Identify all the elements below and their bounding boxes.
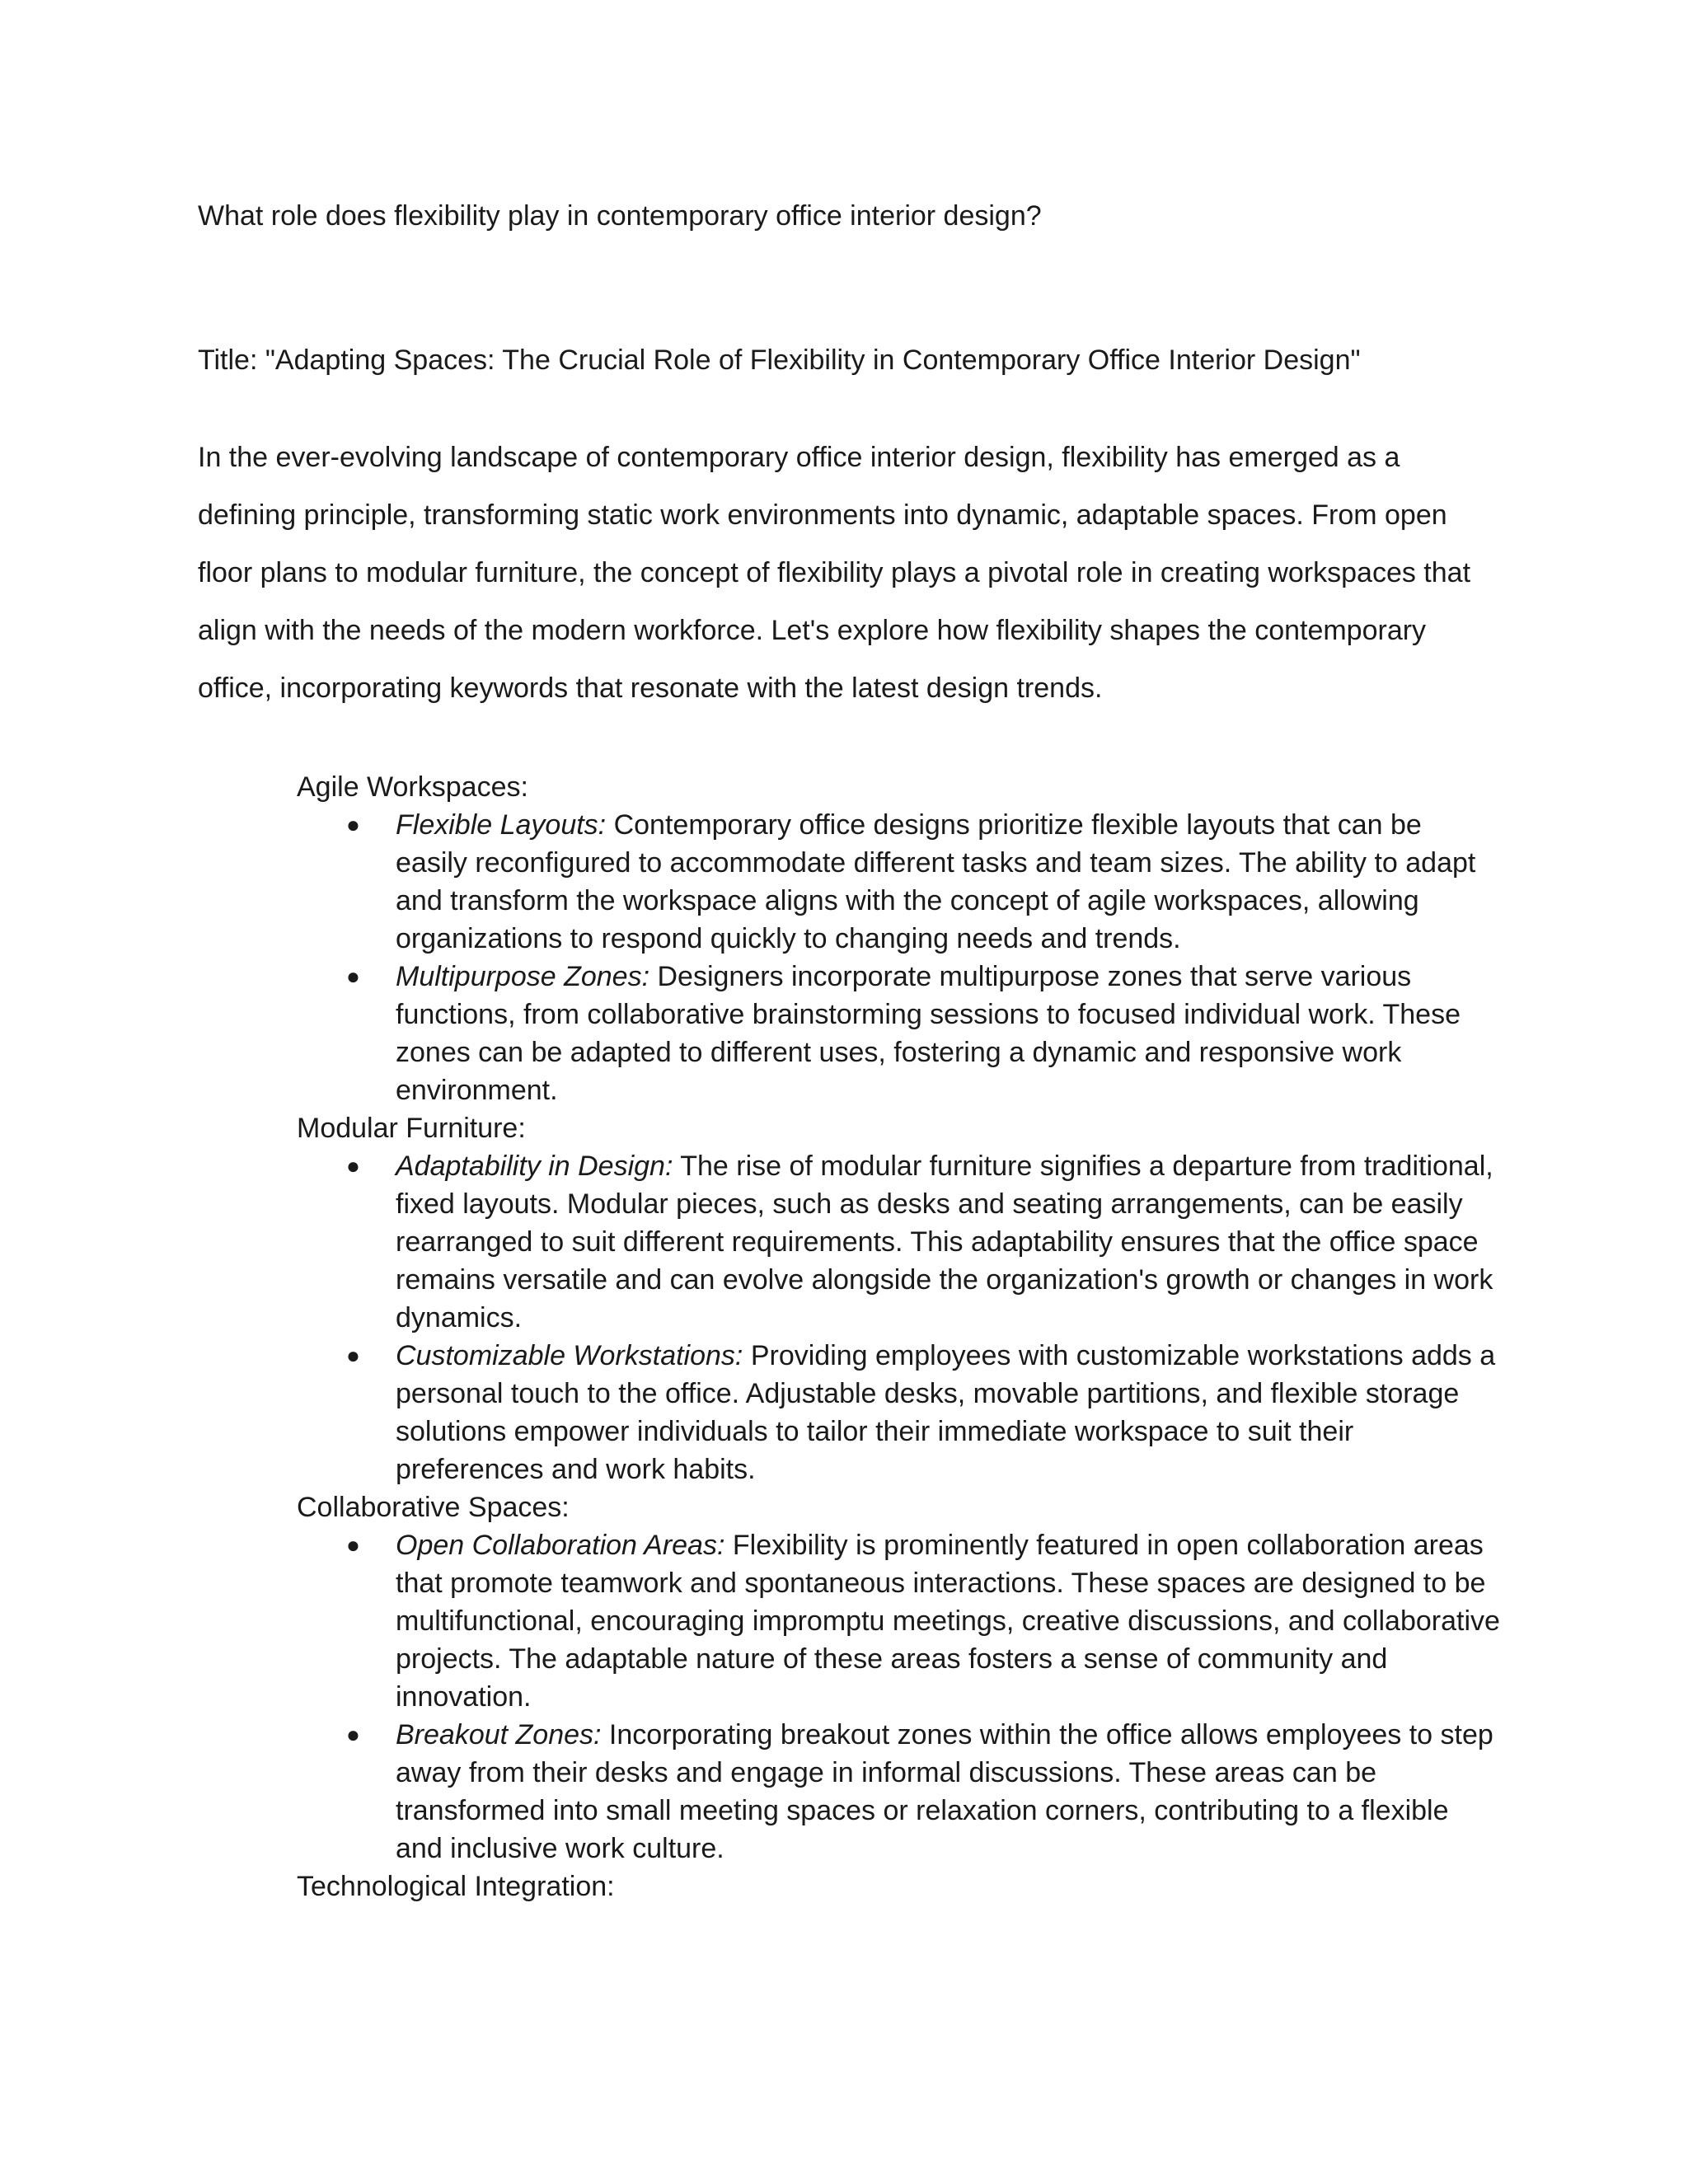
sections-list [297, 768, 1500, 1905]
section-heading: Technological Integration: [297, 1871, 615, 1902]
section-heading: Collaborative Spaces: [297, 1492, 570, 1523]
list-item [346, 1526, 1500, 1716]
bullet-icon: ● [346, 963, 360, 989]
section-collaborative-spaces [297, 1488, 1500, 1868]
section-heading: Agile Workspaces: [297, 771, 528, 803]
bullet-list [297, 1147, 1500, 1488]
bullet-list [297, 806, 1500, 1109]
bullet-icon: ● [346, 1532, 360, 1558]
question-heading: What role does flexibility play in contemporary office interior design? [198, 200, 1042, 232]
section-heading: Modular Furniture: [297, 1113, 526, 1144]
bullet-term: Adaptability in Design: [396, 1151, 673, 1182]
list-item [346, 1716, 1500, 1868]
bullet-icon: ● [346, 1153, 360, 1179]
bullet-icon: ● [346, 812, 360, 837]
bullet-text: Incorporating breakout zones within the office allows employees to step away from their desks and engage in informal discussions. These areas can be transformed into small meeting spaces or relaxation corners, contributing to a flexible and inclusive work culture. [396, 1719, 1493, 1864]
bullet-text: Providing employees with customizable workstations adds a personal touch to the office. Adjustable desks, movable partitions, and flexible storage solutions empower individuals to tailor their immediate workspace to suit their preferences and work habits. [396, 1340, 1496, 1485]
list-item [346, 1147, 1500, 1337]
bullet-term: Breakout Zones: [396, 1719, 602, 1750]
bullet-term: Customizable Workstations: [396, 1340, 743, 1371]
section-modular-furniture [297, 1109, 1500, 1488]
bullet-text: Contemporary office designs prioritize flexible layouts that can be easily reconfigured to accommodate different tasks and team sizes. The ability to adapt and transform the workspace aligns with the concept of agile workspaces, allowing organizations to respond quickly to changing needs and trends. [396, 809, 1476, 954]
section-agile-workspaces [297, 768, 1500, 1109]
bullet-list [297, 1526, 1500, 1868]
bullet-icon: ● [346, 1722, 360, 1747]
bullet-term: Open Collaboration Areas: [396, 1530, 725, 1561]
article-title: Title: "Adapting Spaces: The Crucial Role of Flexibility in Contemporary Office Interior Design" [198, 344, 1361, 376]
list-item [346, 958, 1500, 1109]
intro-paragraph: In the ever-evolving landscape of contemporary office interior design, flexibility has emerged as a defining principle, transforming static work environments into dynamic, adaptable spaces. From open floor plans to modular furniture, the concept of flexibility plays a pivotal role in creating workspaces that align with the needs of the modern workforce. Let's explore how flexibility shapes the contemporary office, incorporating keywords that resonate with the latest design trends. [198, 442, 1471, 704]
section-technological-integration [297, 1868, 1500, 1905]
bullet-term: Multipurpose Zones: [396, 961, 650, 992]
bullet-text: Designers incorporate multipurpose zones that serve various functions, from collaborative brainstorming sessions to focused individual work. These zones can be adapted to different uses, fostering a dynamic and responsive work environment. [396, 961, 1461, 1106]
bullet-icon: ● [346, 1343, 360, 1368]
bullet-term: Flexible Layouts: [396, 809, 607, 841]
bullet-text: The rise of modular furniture signifies a departure from traditional, fixed layouts. Modular pieces, such as desks and seating arrangements, can be easily rearranged to suit different requirements. This adaptability ensures that the office space remains versatile and can evolve alongside the organization's growth or changes in work dynamics. [396, 1151, 1493, 1333]
bullet-text: Flexibility is prominently featured in open collaboration areas that promote teamwork and spontaneous interactions. These spaces are designed to be multifunctional, encouraging impromptu meetings, creative discussions, and collaborative projects. The adaptable nature of these areas fosters a sense of community and innovation. [396, 1530, 1500, 1713]
list-item [346, 1337, 1500, 1488]
list-item [346, 806, 1500, 958]
